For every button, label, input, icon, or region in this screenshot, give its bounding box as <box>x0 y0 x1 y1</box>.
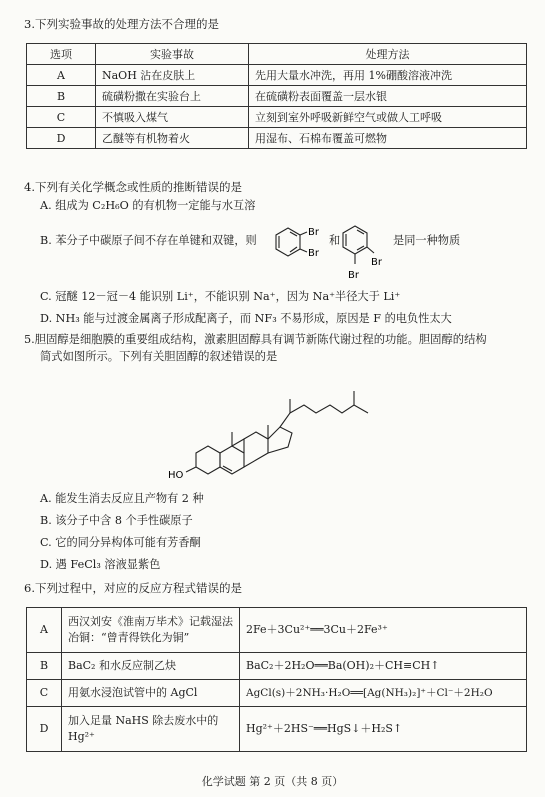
q4-option-c: C. 冠醚 12－冠－4 能识别 Li⁺，不能识别 Na⁺，因为 Na⁺半径大于 Li⁺ <box>40 290 401 303</box>
row-equation: Hg²⁺＋2HS⁻══HgS↓＋H₂S↑ <box>240 707 527 752</box>
table-row <box>27 707 527 752</box>
ortho-dibromobenzene-structure <box>270 222 330 262</box>
table-row <box>27 86 527 107</box>
row-option: A <box>27 65 96 86</box>
br-label: Br <box>308 248 319 259</box>
row-equation: AgCl(s)＋2NH₃·H₂O══[Ag(NH₃)₂]⁺＋Cl⁻＋2H₂O <box>240 680 527 707</box>
q4-option-b-and: 和 <box>329 234 341 247</box>
table-row <box>27 608 527 653</box>
table-row <box>27 107 527 128</box>
q4-option-b-post: 是同一种物质 <box>393 234 461 247</box>
header-option: 选项 <box>27 44 96 65</box>
cholesterol-structure <box>168 375 393 490</box>
q5-stem-line1: 5.胆固醇是细胞膜的重要组成结构，激素胆固醇具有调节新陈代谢过程的功能。胆固醇的结构 <box>24 333 487 346</box>
q5-option-a: A. 能发生消去反应且产物有 2 种 <box>40 492 204 505</box>
row-option: A <box>27 608 62 653</box>
br-label: Br <box>308 227 319 238</box>
row-description: 加入足量 NaHS 除去废水中的 Hg²⁺ <box>62 707 240 752</box>
row-method: 先用大量水冲洗，再用 1%硼酸溶液冲洗 <box>249 65 527 86</box>
row-description: 用氨水浸泡试管中的 AgCl <box>62 680 240 707</box>
q6-table <box>26 607 527 752</box>
row-description: BaC₂ 和水反应制乙炔 <box>62 653 240 680</box>
page-footer: 化学试题 第 2 页（共 8 页） <box>201 775 344 788</box>
table-header-row <box>27 44 527 65</box>
br-label: Br <box>348 270 359 281</box>
table-row <box>27 680 527 707</box>
row-option: C <box>27 107 96 128</box>
row-description: 西汉刘安《淮南万毕术》记载湿法冶铜：“曾青得铁化为铜” <box>62 608 240 653</box>
q4-option-d: D. NH₃ 能与过渡金属离子形成配离子，而 NF₃ 不易形成，原因是 F 的电负性太大 <box>40 312 452 325</box>
row-method: 在硫磺粉表面覆盖一层水银 <box>249 86 527 107</box>
hydroxyl-label: HO <box>168 470 184 481</box>
meta-dibromobenzene-structure <box>338 222 396 284</box>
row-option: D <box>27 128 96 149</box>
row-method: 立刻到室外呼吸新鲜空气或做人工呼吸 <box>249 107 527 128</box>
br-label: Br <box>371 257 382 268</box>
q5-stem-line2: 简式如图所示。下列有关胆固醇的叙述错误的是 <box>40 350 278 363</box>
row-accident: NaOH 沾在皮肤上 <box>96 65 249 86</box>
row-equation: 2Fe＋3Cu²⁺══3Cu＋2Fe³⁺ <box>240 608 527 653</box>
q3-table <box>26 43 527 149</box>
row-method: 用湿布、石棉布覆盖可燃物 <box>249 128 527 149</box>
q6-stem: 6.下列过程中，对应的反应方程式错误的是 <box>24 581 242 595</box>
row-option: C <box>27 680 62 707</box>
row-accident: 硫磺粉撒在实验台上 <box>96 86 249 107</box>
q3-stem: 3.下列实验事故的处理方法不合理的是 <box>24 17 219 31</box>
q5-option-b: B. 该分子中含 8 个手性碳原子 <box>40 514 193 527</box>
header-accident: 实验事故 <box>96 44 249 65</box>
table-row <box>27 653 527 680</box>
q5-option-c: C. 它的同分异构体可能有芳香酮 <box>40 536 201 549</box>
row-option: B <box>27 653 62 680</box>
q4-option-a: A. 组成为 C₂H₆O 的有机物一定能与水互溶 <box>40 199 256 212</box>
q4-stem: 4.下列有关化学概念或性质的推断错误的是 <box>24 180 242 194</box>
header-method: 处理方法 <box>249 44 527 65</box>
row-equation: BaC₂＋2H₂O══Ba(OH)₂＋CH≡CH↑ <box>240 653 527 680</box>
row-option: B <box>27 86 96 107</box>
q5-option-d: D. 遇 FeCl₃ 溶液显紫色 <box>40 558 161 571</box>
q4-option-b-pre: B. 苯分子中碳原子间不存在单键和双键，则 <box>40 234 257 247</box>
row-option: D <box>27 707 62 752</box>
row-accident: 不慎吸入煤气 <box>96 107 249 128</box>
row-accident: 乙醚等有机物着火 <box>96 128 249 149</box>
table-row <box>27 128 527 149</box>
table-row <box>27 65 527 86</box>
